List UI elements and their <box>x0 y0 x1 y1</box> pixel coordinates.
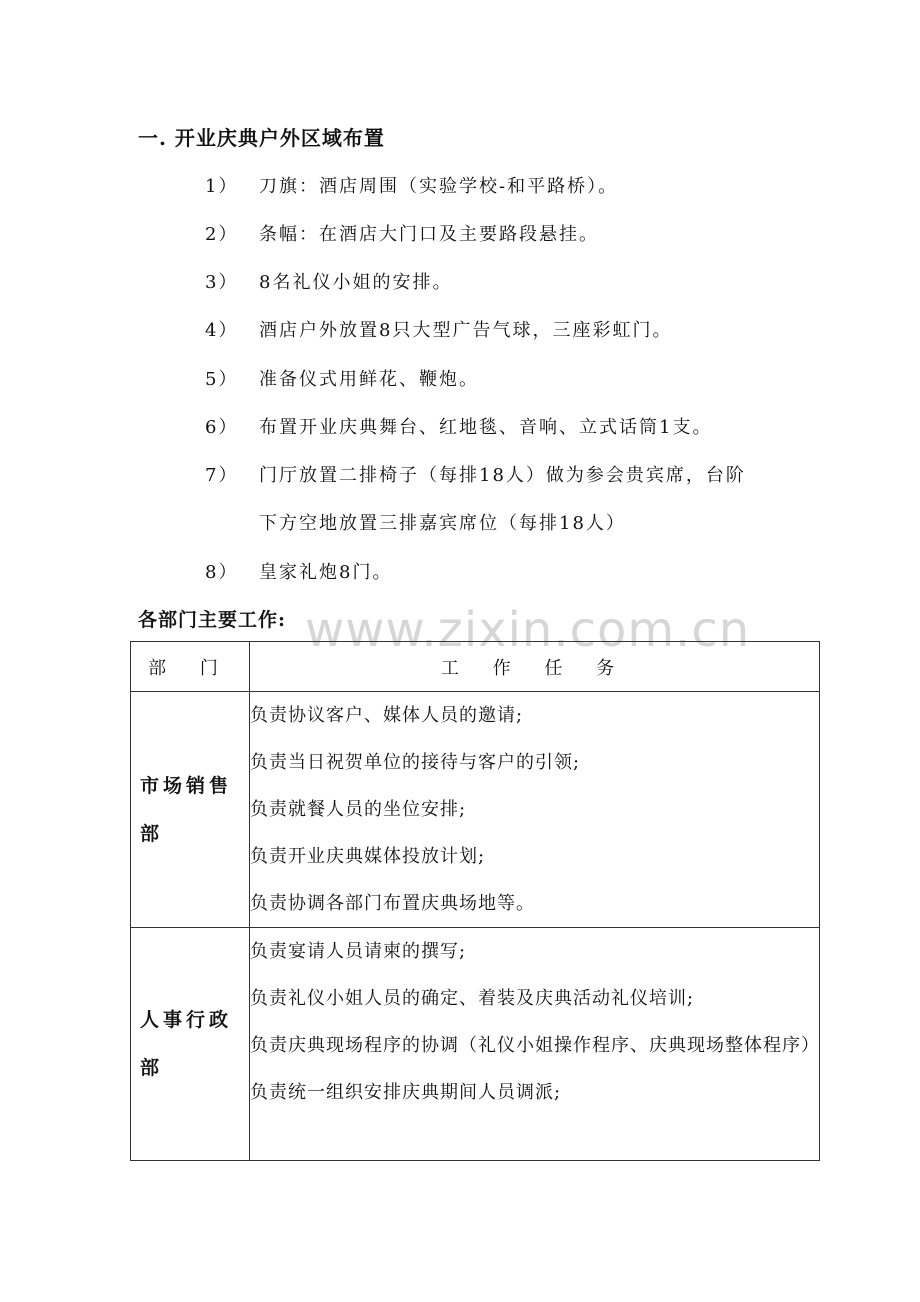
item-number: 3） <box>205 272 239 293</box>
item-number: 4） <box>205 320 239 341</box>
item-text: 布置开业庆典舞台、红地毯、音响、立式话筒1支。 <box>259 417 713 438</box>
subheading: 各部门主要工作: <box>138 609 287 631</box>
section-title: 一. 开业庆典户外区域布置 <box>138 126 385 150</box>
dept-cell <box>131 692 250 928</box>
list-item <box>205 365 479 391</box>
list-item <box>205 172 618 198</box>
item-text: 酒店户外放置8只大型广告气球，三座彩虹门。 <box>259 320 673 341</box>
header-dept: 部 门 <box>131 642 250 692</box>
task-line: 负责就餐人员的坐位安排; <box>250 799 467 820</box>
task-line: 负责宴请人员请柬的撰写; <box>250 941 467 962</box>
task-cell <box>250 692 820 928</box>
item-text: 刀旗：酒店周围（实验学校-和平路桥）。 <box>259 176 619 197</box>
item-number: 7） <box>205 465 239 486</box>
list-item <box>205 268 452 294</box>
task-line: 负责统一组织安排庆典期间人员调派; <box>250 1082 562 1103</box>
task-line: 负责开业庆典媒体投放计划; <box>250 846 486 867</box>
dept-name: 人事行政部 <box>140 1009 233 1079</box>
dept-name: 市场销售部 <box>140 774 233 845</box>
list-item <box>205 220 599 246</box>
item-number: 5） <box>205 369 239 390</box>
list-item <box>205 558 392 584</box>
item-text: 8名礼仪小姐的安排。 <box>259 272 453 293</box>
list-item <box>205 316 672 342</box>
item-number: 6） <box>205 417 239 438</box>
task-line: 负责协调各部门布置庆典场地等。 <box>250 893 535 914</box>
dept-cell <box>131 928 250 1161</box>
list-item <box>205 461 746 487</box>
task-line: 负责庆典现场程序的协调（礼仪小姐操作程序、庆典现场整体程序） <box>250 1035 820 1056</box>
item-continuation: 下方空地放置三排嘉宾席位（每排18人） <box>259 513 626 534</box>
item-text: 皇家礼炮8门。 <box>259 562 393 583</box>
task-line: 负责协议客户、媒体人员的邀请; <box>250 705 524 726</box>
table-header-row <box>131 642 820 692</box>
task-line: 负责礼仪小姐人员的确定、着装及庆典活动礼仪培训; <box>250 988 695 1009</box>
table-row <box>131 692 820 928</box>
task-line: 负责当日祝贺单位的接待与客户的引领; <box>250 752 581 773</box>
list-item <box>205 413 712 439</box>
header-tasks: 工 作 任 务 <box>250 642 820 692</box>
item-text: 门厅放置二排椅子（每排18人）做为参会贵宾席，台阶 <box>259 465 746 486</box>
item-number: 8） <box>205 562 239 583</box>
task-cell <box>250 928 820 1161</box>
watermark: www.zixin.com.cn <box>305 602 751 658</box>
item-text: 准备仪式用鲜花、鞭炮。 <box>259 369 479 390</box>
item-number: 2） <box>205 224 239 245</box>
task-table <box>130 641 820 1161</box>
item-number: 1） <box>205 176 239 197</box>
table-row <box>131 928 820 1161</box>
item-text: 条幅：在酒店大门口及主要路段悬挂。 <box>259 224 599 245</box>
